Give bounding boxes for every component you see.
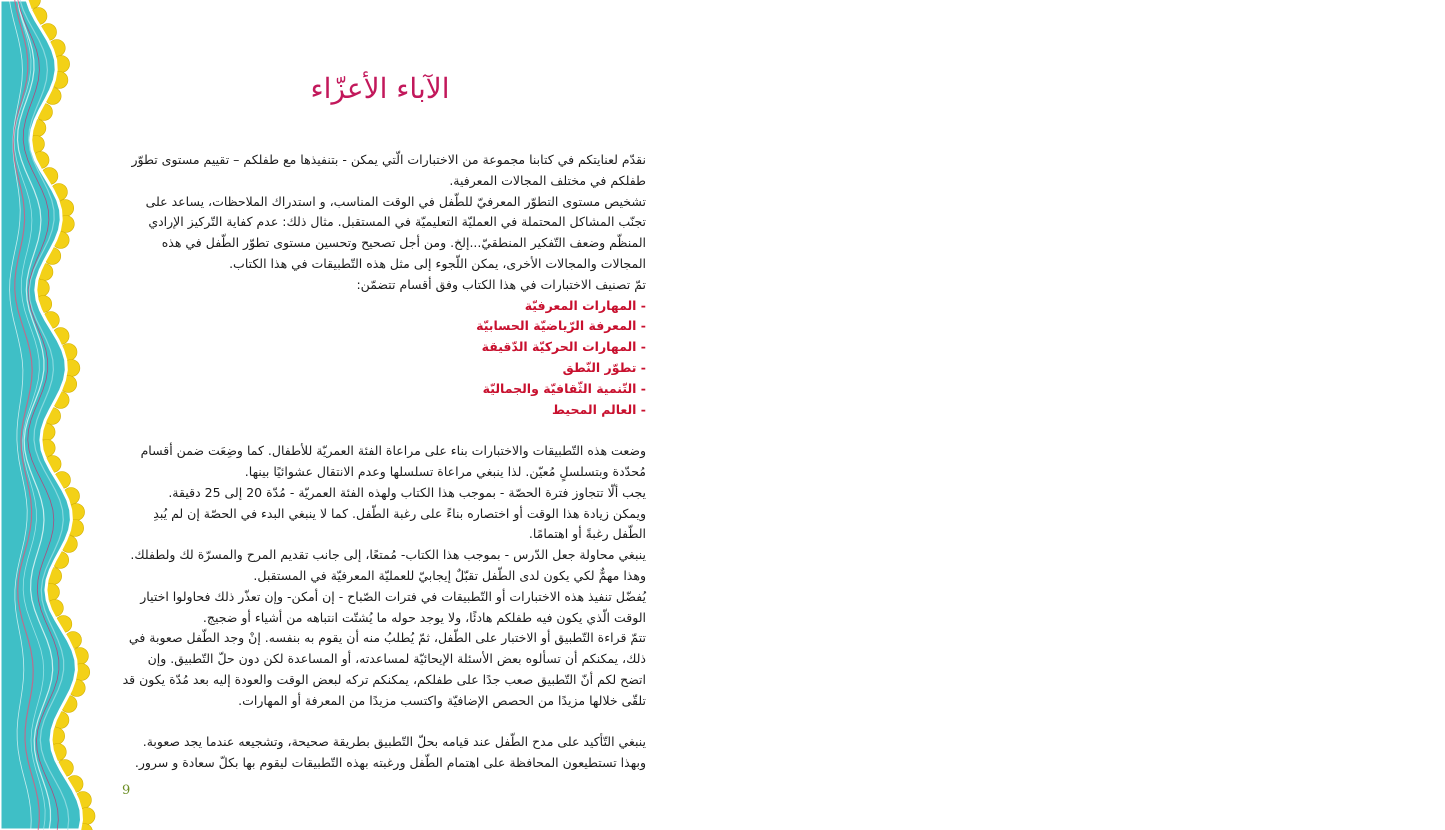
guidance-paragraph: يجب ألّا تتجاوز فترة الحصّة - بموجب هذا الكتاب ولهذه الفئة العمريّة - مُدّة 20 إلى 25 دقيقة. [168, 484, 646, 500]
article-body [120, 150, 646, 774]
spacer [120, 712, 646, 733]
guidance-paragraph: ويمكن زيادة هذا الوقت أو اختصاره بناءً على رغبة الطّفل. كما لا ينبغي البدء في الحصّة إن لم يُبدِ الطّفل رغبةً أو اهتمامًا. [153, 505, 646, 542]
decorative-wave-border-icon [0, 0, 110, 830]
page-number: 9 [122, 783, 131, 798]
guidance-paragraph: تتمّ قراءة التّطبيق أو الاختبار على الطّفل، ثمّ يُطلبُ منه أن يقوم به بنفسه. إنْ وجد الطّفل صعوبة في ذلك، يمكنكم أن تسألوه بعض الأسئلة الإيحائيّة لمساعدته، أو المساعدة لكن دون حلّ التّطبيق. وإن اتضح لكم أنّ التّطبيق صعب جدًا على طفلكم، يمكنكم تركه لبعض الوقت والعودة إليه بعد مُدّة يكون قد تلقّى خلالها مزيدًا من الحصص الإضافيّة واكتسب مزيدًا من المعرفة أو المهارات. [122, 630, 646, 708]
intro-paragraph-2: تشخيص مستوى التطوّر المعرفيّ للطّفل في الوقت المناسب، و استدراك الملاحظات، يساعد على تجنّب المشاكل المحتملة في العمليّة التعليميّة في المستقبل. مثال ذلك: عدم كفاية التّركيز الإرادي المنظّم وضعف التّفكير المنطقيّ...إلخ. ومن أجل تصحيح وتحسين مستوى تطوّر الطّفل في هذه المجالات والمجالات الأخرى، يمكن اللّجوء إلى مثل هذه التّطبيقات في هذا الكتاب. [145, 193, 646, 271]
list-item: - العالم المحيط [552, 401, 646, 417]
guidance-paragraph: وضعت هذه التّطبيقات والاختبارات بناء على مراعاة الفئة العمريّة للأطفال. كما وضِعَت ضمن أقسام مُحدّدة وبتسلسلٍ مُعيّن. لذا ينبغي مراعاة تسلسلها وعدم الانتقال عشوائيًا بينها. [140, 443, 646, 479]
closing-paragraph: ينبغي التّأكيد على مدح الطّفل عند قيامه بحلّ التّطبيق بطريقة صحيحة، وتشجيعه عندما يجد صعوبة. [142, 734, 646, 750]
page-title: الآباء الأعزّاء [310, 72, 450, 105]
list-item: - المهارات الحركيّة الدّقيقة [481, 339, 646, 355]
guidance-paragraph: يُفضّل تنفيذ هذه الاختبارات أو التّطبيقات في فترات الصّباح - إن أمكن- وإن تعذّر ذلك فحاولوا اختيار الوقت الّذي يكون فيه طفلكم هادئًا، ولا يوجد حوله ما يُشتّت انتباهه من أشياء أو ضجيج. [140, 588, 646, 625]
list-item: - تطوّر النّطق [562, 359, 646, 375]
guidance-paragraph: ينبغي محاولة جعل الدّرس - بموجب هذا الكتاب- مُمتعًا، إلى جانب تقديم المرح والمسرّة لك ولطفلك. وهذا مهمٌّ لكي يكون لدى الطّفل تقبّلٌ إيجابيّ للعمليّة المعرفيّة في المستقبل. [130, 547, 646, 583]
list-item: - المهارات المعرفيّة [524, 297, 646, 313]
sections-intro: تمّ تصنيف الاختبارات في هذا الكتاب وفق أقسام تتضمّن: [356, 276, 646, 292]
spacer [120, 420, 646, 441]
list-item: - التّنمية الثّقافيّة والجماليّة [482, 380, 646, 396]
sections-list [120, 296, 646, 421]
closing-paragraph: وبهذا تستطيعون المحافظة على اهتمام الطّفل ورغبته بهذه التّطبيقات ليقوم بها بكلّ سعادة و سرور. [134, 755, 646, 771]
intro-paragraph-1: نقدّم لعنايتكم في كتابنا مجموعة من الاختبارات الّتي يمكن - بتنفيذها مع طفلكم – تقييم مستوى تطوّر طفلكم في مختلف المجالات المعرفية. [131, 152, 646, 188]
list-item: - المعرفة الرّياضيّة الحسابيّة [476, 318, 646, 334]
